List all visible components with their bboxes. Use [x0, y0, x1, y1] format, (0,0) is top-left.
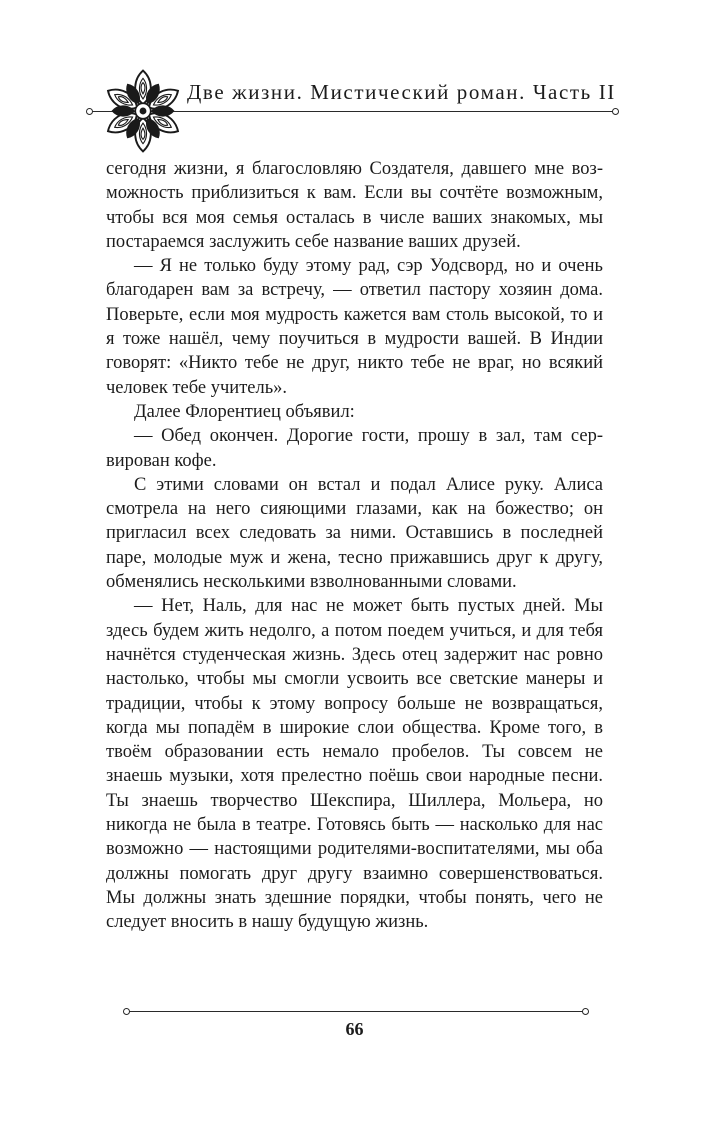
paragraph: — Обед окончен. Дорогие гости, прошу в зал, там сервирован кофе. — [106, 426, 603, 471]
footer-rule — [129, 1011, 583, 1012]
page-body — [106, 157, 603, 935]
running-header — [0, 0, 709, 160]
header-rule-left-dot — [86, 108, 93, 115]
paragraph: Далее Флорентиец объявил: — [134, 401, 355, 422]
footer-rule-right-dot — [582, 1008, 589, 1015]
lotus-mandala-icon — [100, 68, 186, 154]
page-number: 66 — [345, 1019, 364, 1039]
paragraph: С этими словами он встал и подал Алисе руку. Алиса смотрела на него сияющими глазами, как на божество; он пригласил всех следовать за ними. Оставшись в последней паре, молодые муж и жена, тесно прижавшись друг к другу, обменялись несколькими взволнованными словами. — [106, 474, 603, 593]
paragraph: — Нет, Наль, для нас не может быть пустых дней. Мы здесь будем жить недолго, а потом поедем учиться, и для тебя начнётся студенческая жизнь. Здесь отец задержит нас ровно настолько, чтобы мы смогли усвоить все светские манеры и традиции, чтобы к этому вопросу больше не возвращаться, когда мы попадём в широкие слои общества. Кроме того, в твоём образовании есть немало пробелов. Ты совсем не знаешь музыки, хотя прелестно поёшь свои народные песни. Ты знаешь творчество Шекспира, Шиллера, Мольера, но никогда не была в театре. Готовясь быть — насколько для нас возможно — настоящими родителями-воспитателями, мы оба должны помогать друг другу взаимно совершенствоваться. Мы должны знать здешние порядки, чтобы понять, чего не следует вносить в нашу будущую жизнь. — [106, 596, 603, 933]
header-rule-right-dot — [612, 108, 619, 115]
paragraph: — Я не только буду этому рад, сэр Уодсворд, но и очень благодарен вам за встречу, — ответил пастору хозяин дома. Поверьте, если моя мудрость кажется вам столь высокой, то и я тоже нашёл, чему поучиться в мудрости вашей. В Индии говорят: «Никто тебе не друг, никто тебе не враг, но всякий человек тебе учитель». — [106, 256, 603, 398]
paragraph: сегодня жизни, я благословляю Создателя, давшего мне возможность приблизиться к вам. Если вы сочтёте возможным, чтобы вся моя семья осталась в числе ваших знакомых, мы постараемся заслужить себе название ваших друзей. — [106, 159, 603, 252]
running-title: Две жизни. Мистический роман. Часть II — [187, 80, 616, 104]
footer-rule-left-dot — [123, 1008, 130, 1015]
